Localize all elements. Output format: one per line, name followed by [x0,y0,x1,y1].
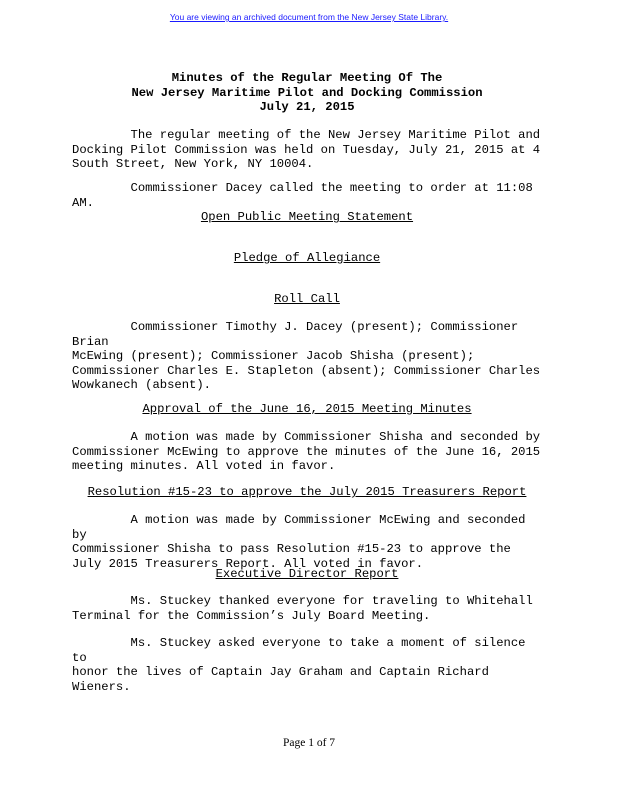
heading-pledge-of-allegiance: Pledge of Allegiance [233,251,381,265]
resolution-paragraph: A motion was made by Commissioner McEwing and seconded by Commissioner Shisha to pass Resolution #15-23 to approve the July 2015 Treasurers Report. All voted in favor. [72,513,526,571]
executive-report-paragraph-2: Ms. Stuckey asked everyone to take a moment of silence to honor the lives of Captain Jay Graham and Captain Richard Wieners. [72,636,526,694]
heading-executive-director-report: Executive Director Report [215,567,399,581]
document-title-date: July 21, 2015 [259,100,355,114]
call-to-order-paragraph: Commissioner Dacey called the meeting to order at 11:08 AM. [72,181,541,210]
document-title-line-2: New Jersey Maritime Pilot and Docking Commission [131,86,483,100]
heading-approval-of-minutes: Approval of the June 16, 2015 Meeting Minutes [142,402,472,416]
intro-paragraph: The regular meeting of the New Jersey Maritime Pilot and Docking Pilot Commission was held on Tuesday, July 21, 2015 at 4 South Street, New York, NY 10004. [72,128,541,171]
document-title-line-1: Minutes of the Regular Meeting Of The [171,71,443,85]
roll-call-paragraph: Commissioner Timothy J. Dacey (present); Commissioner Brian McEwing (present); Commissioner Jacob Shisha (present); Commissioner Charles E. Stapleton (absent); Commissioner Charles Wowkanech (absent). [72,320,541,392]
approval-paragraph: A motion was made by Commissioner Shisha and seconded by Commissioner McEwing to approve the minutes of the June 16, 2015 meeting minutes. All voted in favor. [72,430,541,473]
heading-resolution-15-23: Resolution #15-23 to approve the July 2015 Treasurers Report [87,485,527,499]
executive-report-paragraph-1: Ms. Stuckey thanked everyone for traveling to Whitehall Terminal for the Commission’s July Board Meeting. [72,594,533,623]
heading-roll-call: Roll Call [274,292,340,306]
page-number: Page 1 of 7 [282,737,336,749]
archive-banner-link[interactable]: You are viewing an archived document from the New Jersey State Library. [169,12,449,22]
heading-open-public-meeting: Open Public Meeting Statement [200,210,414,224]
